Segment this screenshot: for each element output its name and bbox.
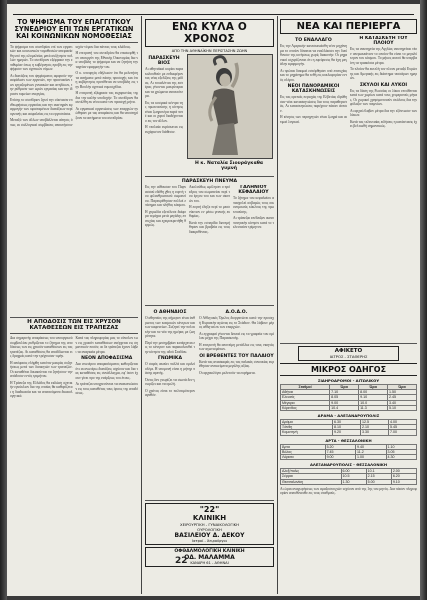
clinic-ad-subtitle: ΧΕΙΡΟΥΡΓΙΚΗ - ΓΥΝΑΙΚΟΛΟΓΙΚΗ — [179, 522, 239, 527]
table-cell: 10.0 — [359, 400, 388, 405]
column-left — [10, 19, 138, 595]
newspaper-page — [7, 4, 420, 596]
table-cell: Άρτα — [281, 444, 326, 449]
photo-caption: Η κ. Ναταλία Σιουράγκαθα γυμνή — [194, 161, 264, 171]
banner-middle: ΕΝΩ ΚΥΛΑ Ο ΧΡΟΝΟΣ — [145, 19, 274, 47]
notice-box-subtitle: ΙΑΤΡΟΣ - ΣΤΑΘΕΡΗΣ — [329, 354, 368, 359]
table-cell: 2.10 — [361, 425, 389, 430]
table-row — [281, 430, 417, 435]
table-cell: 11.3 — [359, 405, 388, 410]
section-title: ΤΟ ΕΝΑΛΛΑΓΟ — [295, 38, 332, 43]
table-cell: 8.05 — [330, 395, 359, 400]
lower-block — [145, 308, 274, 498]
timetable-header-cell: Ώρα — [388, 385, 417, 390]
table-cell: 1.30 — [341, 479, 366, 484]
table-cell: Ελευσίς — [281, 395, 330, 400]
table-cell: 12.5 — [361, 420, 389, 425]
guide-title: ΜΙΚΡΟΣ ΟΔΗΓΟΣ — [280, 363, 417, 376]
timetable-header-cell: Σταθμοί — [281, 385, 330, 390]
table-row — [281, 405, 417, 410]
lower-left: Ο ΑΘΗΝΑΙΟΣ Ο αθηναίος της σήμερον είναι άνθρωπος των κοσμικών κέντρων και των καφενείων. Συζητεί την πολιτικήν και τα νέα της ημέρας με ζωηρότητα. Περί την μεσημβρίαν κατέρχεται εις το κέντρον και παρακολουθεί την κίνησιν της οδού Σταδίου. ΓΝΩΜΙΚΑ Ο σοφός ακούει πολλά και ομιλεί ολίγα. Η υπομονή είναι η μήτηρ πάσης αρετής. Όστις δεν γνωρίζει να σιωπά δεν γνωρίζει και να ομιλή. Ο χρόνος είναι το πολυτιμότερον αγαθόν. — [145, 310, 195, 397]
table-cell: 6.20 — [391, 474, 416, 479]
table-cell: 4.30 — [386, 455, 417, 460]
table-cell: 8.00 — [359, 390, 388, 395]
table-cell: 9.20 — [333, 430, 361, 435]
top-block — [145, 54, 274, 174]
timetable-3 — [280, 444, 417, 461]
table-cell: Μέγαρα — [281, 400, 330, 405]
table-cell: Ξάνθη — [281, 425, 333, 430]
table-cell: Κομοτηνή — [281, 430, 333, 435]
notice-box-title: ΑΦΙΚΕΤΟ — [334, 348, 363, 354]
timetable-header-cell: Ώρα — [359, 385, 388, 390]
lower-right: Α.Ο.Δ.Ο. Ο Αθλητικός Όμιλος διοργανώνει κατά την προσεχή Κυριακήν αγώνας εις το Στάδιον. Θα λάβουν μέρος αθληταί εκ των επαρχιών. Αι εγγραφαί γίνονται δεκταί εις τα γραφεία του ομίλου μέχρι της Παρασκευής. Η επιτροπή θα απονείμη μετάλλια εις τους νικητάς των αγωνισμάτων. ΟΙ ΒΡΕΘΕΝΤΕΣ ΤΟΥ ΠΑΛΑΙΟΥ Κατά τας ανασκαφάς εις τας παλαιάς συνοικίας ευρέθησαν αντικείμενα μεγάλης αξίας. Οι αρχαιολόγοι μελετούν τα ευρήματα. — [199, 310, 274, 375]
table-cell: 7.00 — [389, 430, 417, 435]
table-cell: 7.10 — [330, 390, 359, 395]
table-cell: 5.00 — [366, 479, 391, 484]
table-cell: 10.1 — [366, 469, 391, 474]
column-middle — [145, 19, 274, 595]
table-cell: 9.10 — [359, 395, 388, 400]
page-binding-right — [420, 0, 427, 600]
clinic-ad-title: ΚΛΙΝΙΚΗ — [192, 514, 227, 522]
table-cell: 9.00 — [325, 455, 355, 460]
section-title: ΓΑΛΗΝΙΟΥ ΚΕΦΑΛΑΙΟΥ — [238, 185, 269, 195]
section-title: ΠΑΡΑΣΚΕΥΗ ΒΙΟΣ — [148, 56, 180, 66]
table-cell: 4.00 — [389, 420, 417, 425]
main-headline: ΤΟ ΨΗΦΙΣΜΑ ΤΟΥ ΕΠΑΓΓΙΤΚΟΥ ΣΥΝΕΔΡΙΟΥ ΕΠΙ ΤΩΝ ΕΡΓΑΤΙΚΩΝ ΚΑΙ ΚΟΙΝΩΝΙΚΩΝ ΝΟΜΟΘΕΣΙΑΣ — [14, 19, 134, 40]
subhead-decision: ΝΕΟΝ ΑΠΟΦΑΣΙΣΜΑ — [81, 356, 133, 362]
timetable-header-cell: Ώρα — [330, 385, 359, 390]
guide-subtitle: ΣΙΔΗΡΟΔΡΟΜΟΙ - ΑΙΤΩΛΙΚΟΥ — [317, 378, 380, 383]
article-body-2: Δια σημερινής αποφάσεως του υπουργικού συμβουλίου ρυθμίζεται το ζήτημα της αποδόσεως των εις χρυσόν καταθέσεων εις τας τραπέζας. Αι καταθέσεις θα αποδίδωνται εις δραχμάς κατά την τρέχουσαν τιμήν. Η απόφασις ελήφθη κατόπιν μακράς συζητήσεως μετά των διοικητών των τραπεζών. Οι καταθέται δικαιούνται να ζητήσουν την απόδοσιν εντός τριμήνου. Η Τράπεζα της Ελλάδος θα εκδώση σχετικήν εγκύκλιον δια της οποίας θα καθορίζεται η διαδικασία και τα απαιτούμενα δικαιολογητικά. Κατά τας πληροφορίας μας το σύνολον των εις χρυσόν καταθέσεων ανέρχεται εις σημαντικόν ποσόν, αι δε τράπεζαι έχουν λάβει τα αναγκαία μέτρα. ΝΕΟΝ ΑΠΟΦΑΣΙΣΜΑ Δια νεωτέρου αποφασίσματος καθορίζεται ότι αι ανωτέρω διατάξεις ισχύουν και δια τας καταθέσεις εις συνάλλαγμα, εφ' όσον έχουν γίνει προ της ενάρξεως του έτους. Αι τράπεζαι υποχρεούνται να ανακοινώσουν εις τους καταθέτας τους όρους της αποδόσεως. — [10, 336, 138, 399]
section-title: ΠΑΡΑΣΚΕΥΗ ΠΝΕΥΜΑ — [181, 179, 238, 184]
eye-clinic-footer: ΚΑΝΑΡΗ 61 - ΑΘΗΝΑΙ — [190, 561, 229, 565]
section-title: Ο ΑΘΗΝΑΙΟΣ — [153, 310, 187, 315]
timetable-4 — [280, 468, 417, 485]
table-cell: Δράμα — [281, 420, 333, 425]
section-title: ΓΝΩΜΙΚΑ — [157, 356, 183, 361]
table-cell: Αλεξ/πολις — [281, 469, 342, 474]
section-title: Η ΚΑΤΑΣΚΕΥΗ ΤΟΥ ΠΛΟΙΟΥ — [359, 36, 408, 46]
table-cell: 2.00 — [391, 469, 416, 474]
section-title: ΟΙ ΒΡΕΘΕΝΤΕΣ ΤΟΥ ΠΑΛΑΙΟΥ — [199, 353, 274, 359]
timetable-3-title: ΑΡΤΑ - ΘΕΣΣΑΛΟΝΙΚΗ — [325, 437, 372, 443]
table-row — [281, 479, 417, 484]
table-cell: Σέρραι — [281, 474, 342, 479]
middle-text: Εις την αίθουσαν του Παρνασσού εδόθη χθες η εορτή του φιλανθρωπικού σωματείου. Παρευρέθησαν πολλοί επίσημοι και πλήθος κόσμου. Η χορωδία εξετέλεσε διάφορα τεμάχια μετά μεγάλης επιτυχίας και εχειροκροτήθη θερμώς. Ακολούθως ωμίλησεν ο πρόεδρος του σωματείου περί του έργου του και των σκοπών του. Η εορτή έληξε περί το μεσονύκτιον εν μέσω γενικής ευθυμίας. Κατά την εσπερίδα διενεμήθησαν και βραβεία εις τους διακριθέντας. ΓΑΛΗΝΙΟΥ ΚΕΦΑΛΑΙΟΥ Το ζήτημα του κεφαλαίου απασχολεί σοβαρώς τους οικονομικούς κύκλους της πρωτευούσης. Αι τράπεζαι επέδειξαν ικανοποιητικήν κίνησιν κατά το τελευταίον τρίμηνον. — [145, 185, 274, 234]
top-rule — [13, 14, 414, 15]
timetable-4-title: ΑΛΕΞΑΝΔΡΟΥΠΟΛΙΣ - ΘΕΣΣΑΛΟΝΙΚΗ — [309, 462, 388, 468]
clinic-ad-name: ΒΑΣΙΛΕΙΟΥ Δ. ΔΕΚΟΥ — [174, 532, 245, 539]
eye-clinic-title: ΟΦΘΑΛΜΟΛΟΓΙΚΗ ΚΛΙΝΙΚΗ — [174, 549, 245, 554]
table-cell: 5.45 — [389, 425, 417, 430]
table-cell: 10.4 — [330, 405, 359, 410]
table-cell: Βόλος — [281, 449, 326, 454]
table-cell: 1.00 — [356, 455, 386, 460]
column-rule — [141, 16, 142, 594]
table-cell: 2.45 — [388, 395, 417, 400]
portrait-photo — [187, 54, 273, 159]
table-cell: 3.05 — [386, 449, 417, 454]
second-headline: Η ΑΠΟΔΟΣΙΣ ΤΩΝ ΕΙΣ ΧΡΥΣΟΝ ΚΑΤΑΘΕΣΕΩΝ ΕΙΣ ΤΡΑΠΕΖΑΣ — [27, 318, 121, 331]
bottom-mark: 22 — [175, 556, 188, 566]
table-cell: 6.00 — [341, 469, 366, 474]
table-cell: 10.5 — [341, 474, 366, 479]
table-cell: 3.40 — [388, 400, 417, 405]
clinic-ad — [145, 503, 274, 545]
table-cell: 7.45 — [325, 449, 355, 454]
timetable-1 — [280, 384, 417, 411]
banner-middle-tagline: ΑΠΟ ΤΗΝ ΑΘΗΝΑΪΚΗΝ ΠΕΡΙΣΤΑΣΗΝ ΖΩΗΝ — [171, 49, 248, 53]
timetable-2 — [280, 419, 417, 436]
portrait-figure-icon — [188, 55, 272, 158]
section-title: ΣΚΥΛΟΙ ΚΑΙ ΛΥΚΟΙ — [359, 82, 408, 88]
table-cell: Θεσσαλονίκη — [281, 479, 342, 484]
table-cell: 1.10 — [386, 444, 417, 449]
banner-right: ΝΕΑ ΚΑΙ ΠΕΡΙΕΡΓΑ — [280, 19, 417, 34]
table-cell: Κόρινθος — [281, 405, 330, 410]
page-binding-left — [0, 0, 7, 600]
eye-clinic-ad — [145, 547, 274, 567]
section-title: ΝΕΟΙ ΠΑΝΟΡΑΜΙΚΟΙ ΚΑΤΑΣΚΗΝΩΣΕΙΣ — [287, 84, 340, 94]
table-cell: 3.30 — [361, 430, 389, 435]
table-cell: 6.30 — [333, 420, 361, 425]
column-right: ΝΕΑ ΚΑΙ ΠΕΡΙΕΡΓΑ ΤΟ ΕΝΑΛΛΑΓΟ Εις την Αμερικήν κατεσκευάσθη νέον μηχάνημα το οποίον δύναται να εναλλάσσει την διεύθυνσιν της κινήσεως χωρίς διακοπήν. Οι μηχανικοί ισχυρίζονται ότι η εφεύρεσις θα έχη μεγάλην εφαρμογήν. Αι πρώται δοκιμαί εστέφθησαν υπό επιτυχίας και το μηχάνημα θα τεθή εις κυκλοφορίαν εντός ολίγου. ΝΕΟΙ ΠΑΝΟΡΑΜΙΚΟΙ ΚΑΤΑΣΚΗΝΩΣΕΙΣ Εις τας ορεινάς περιοχάς της Ελβετίας ιδρύθησαν νέαι κατασκηνώσεις δια τους παραθεριστάς. Αι κατασκηνώσεις παρέχουν πάσαν άνεσιν. Η κίνησις των περιηγητών είναι ζωηρά και αι τιμαί λογικαί. Η ΚΑΤΑΣΚΕΥΗ ΤΟΥ ΠΛΟΙΟΥ Εις τα ναυπηγεία της Αγγλίας ναυπηγείται νέον υπερωκεάνιον το οποίον θα είναι το μεγαλύτερον του κόσμου. Το μήκος αυτού θα υπερβαίνη τα τριακόσια μέτρα. Το πλοίον θα εκτελή τον πλουν μεταξύ Ευρώπης και Αμερικής εις διάστημα τεσσάρων ημερών. ΣΚΥΛΟΙ ΚΑΙ ΛΥΚΟΙ Εις τα δάση της Ρωσσίας οι λύκοι επιτίθενται κατά των χωρίων κατά τους χειμερινούς μήνας. Οι χωρικοί χρησιμοποιούν σκύλους δια την φύλαξιν των ποιμνίων. Αι αρχαί έλαβον μέτρα δια την εξόντωσιν των λύκων. Κατά τας τελευταίας ειδήσεις η κατάστασις έχει βελτιωθή σημαντικώς. ΑΦΙΚΕΤΟ ΙΑΤΡΟΣ - ΣΤΑΘΕΡΗΣ ΜΙΚΡΟΣ ΟΔΗΓΟΣ ΣΙΔΗΡΟΔΡΟΜΟΙ - ΑΙΤΩΛΙΚΟΥ Σταθμοί Ώρα Ώρα Ώρα Αθήναι 7.10 8.00 1.50 Ελευσίς 8.05 9.10 2.45 Μέγαρα 9.00 10.0 3.40 Κόρινθος 10.4 11.3 5.10 ΔΡΑΜΑ - ΑΛΕΞΑΝΔΡΟΥΠΟΛΙΣ Δράμα 6.30 12.5 4.00 Ξάνθη 8.10 2.10 5.45 Κομοτηνή 9.20 3.30 7.00 ΑΡΤΑ - ΘΕΣΣΑΛΟΝΙΚΗ Άρτα 5.20 9.40 1.10 Βόλος 7.45 11.2 3.05 Λάρισα 9.00 1.00 4.30 ΑΛΕΞΑΝΔΡΟΥΠΟΛΙΣ - ΘΕΣΣΑΛΟΝΙΚΗ Αλεξ/πολις 6.00 10.1 2.00 Σέρραι 10.5 2.15 6.20 Θεσσαλονίκη 1.30 5.00 9.10 Αι ώραι αναχωρήσεως των αμαξοστοιχιών ισχύουν από της 1ης του μηνός. Δια πάσαν πληροφορίαν απευθύνεσθε εις τους σταθμούς. — [280, 21, 417, 496]
timetable-2-title: ΔΡΑΜΑ - ΑΛΕΞΑΝΔΡΟΥΠΟΛΙΣ — [317, 413, 380, 419]
table-cell: 11.2 — [356, 449, 386, 454]
clinic-ad-number: "22" — [199, 505, 220, 514]
left-strip: ΠΑΡΑΣΚΕΥΗ ΒΙΟΣ Αι αθηναϊκαί κυρίαι παρακολουθούν με ενδιαφέρον τας νέας εξελίξεις της μόδας. Αι τουαλέτται της εσπέρας γίνονται μακρύτεραι και τα χρώματα ανοικτότερα. Εις τα κοσμικά κέντρα της πρωτευούσης η κίνησις είναι ζωηροτέρα παρά ποτέ και οι χοροί διαδέχονται ο εις τον άλλον. Η νεολαία ευρίσκεται εις ευχάριστον διάθεσιν. — [145, 56, 183, 134]
section-title: Α.Ο.Δ.Ο. — [225, 310, 248, 315]
clinic-ad-footer: Ιατροί - Χειρούργοι — [192, 539, 227, 543]
column-rule — [277, 16, 278, 594]
table-cell: 5.20 — [325, 444, 355, 449]
table-cell: 9.10 — [391, 479, 416, 484]
table-cell: Αθήναι — [281, 390, 330, 395]
table-cell: Λάρισα — [281, 455, 326, 460]
news-items: ΤΟ ΕΝΑΛΛΑΓΟ Εις την Αμερικήν κατεσκευάσθη νέον μηχάνημα το οποίον δύναται να εναλλάσσει την διεύθυνσιν της κινήσεως χωρίς διακοπήν. Οι μηχανικοί ισχυρίζονται ότι η εφεύρεσις θα έχη μεγάλην εφαρμογήν. Αι πρώται δοκιμαί εστέφθησαν υπό επιτυχίας και το μηχάνημα θα τεθή εις κυκλοφορίαν εντός ολίγου. ΝΕΟΙ ΠΑΝΟΡΑΜΙΚΟΙ ΚΑΤΑΣΚΗΝΩΣΕΙΣ Εις τας ορεινάς περιοχάς της Ελβετίας ιδρύθησαν νέαι κατασκηνώσεις δια τους παραθεριστάς. Αι κατασκηνώσεις παρέχουν πάσαν άνεσιν. Η κίνησις των περιηγητών είναι ζωηρά και αι τιμαί λογικαί. Η ΚΑΤΑΣΚΕΥΗ ΤΟΥ ΠΛΟΙΟΥ Εις τα ναυπηγεία της Αγγλίας ναυπηγείται νέον υπερωκεάνιον το οποίον θα είναι το μεγαλύτερον του κόσμου. Το μήκος αυτού θα υπερβαίνη τα τριακόσια μέτρα. Το πλοίον θα εκτελή τον πλουν μεταξύ Ευρώπης και Αμερικής εις διάστημα τεσσάρων ημερών. ΣΚΥΛΟΙ ΚΑΙ ΛΥΚΟΙ Εις τα δάση της Ρωσσίας οι λύκοι επιτίθενται κατά των χωρίων κατά τους χειμερινούς μήνας. Οι χωρικοί χρησιμοποιούν σκύλους δια την φύλαξιν των ποιμνίων. Αι αρχαί έλαβον μέτρα δια την εξόντωσιν των λύκων. Κατά τας τελευταίας ειδήσεις η κατάστασις έχει βελτιωθή σημαντικώς. — [280, 36, 417, 128]
eye-clinic-name: ΟΔ. ΜΑΛΑΜΜΑ — [184, 554, 235, 561]
table-cell: 5.10 — [388, 405, 417, 410]
table-cell: 9.40 — [356, 444, 386, 449]
article-body: Το ψήφισμα του συνεδρίου επί των εργατικών και κοινωνικών νομοθεσιών απεφασίσθη υπό της ολομελείας μετά συζήτησιν πολλών ημερών. Το συνέδριον εξέφρασε την επιθυμίαν όπως η κυβέρνησις προβή εις την ψήφισιν των σχετικών νόμων. Αι διατάξεις του ψηφίσματος αφορούν την ασφάλισιν των εργατών, την προστασίαν των εργαζομένων γυναικών και ανηλίκων, την ρύθμισιν των ωρών εργασίας και την ίδρυσιν ταμείων ανεργίας. Επίσης το συνέδριον ζητεί την σύστασιν επιθεωρήσεως εργασίας και την αυστηράν εφαρμογήν των υφισταμένων διατάξεων περί υγιεινής και ασφαλείας εις τα εργοστάσια. Μεταξύ των άλλων υποβάλλεται αίτησις όπως αι συλλογικαί συμβάσεις αποκτήσουν ισχύν νόμου δια πάντας τους κλάδους. Η επιτροπή του συνεδρίου θα επισκεφθή τον υπουργόν της Εθνικής Οικονομίας δια να υποβάλη το ψήφισμα και να ζητήση την ταχείαν εφαρμογήν του. Ο κ. υπουργός εδήλωσεν ότι θα μελετήση τα αιτήματα μετά πάσης προσοχής και ότι η κυβέρνησις προτίθεται να υποβάλη εις την Βουλήν σχετικά νομοσχέδια. Η επιτροπή εξέφρασε τας ευχαριστίας της δια την καλήν υποδοχήν. Το συνέδριον θα συνέλθη εκ νέου κατά τον προσεχή μήνα. Αι εργατικαί οργανώσεις των επαρχιών ηνώθησαν με τας αποφάσεις και θα υποστηρίξουν τα αιτήματα του συνεδρίου. — [10, 44, 138, 127]
clinic-ad-subtitle-2: ΟΥΡΟΛΟΓΙΚΗ — [197, 527, 222, 532]
table-cell: 8.10 — [333, 425, 361, 430]
table-cell: 2.15 — [366, 474, 391, 479]
table-cell: 1.50 — [388, 390, 417, 395]
table-row — [281, 455, 417, 460]
notice-box — [298, 346, 399, 361]
table-cell: 9.00 — [330, 400, 359, 405]
